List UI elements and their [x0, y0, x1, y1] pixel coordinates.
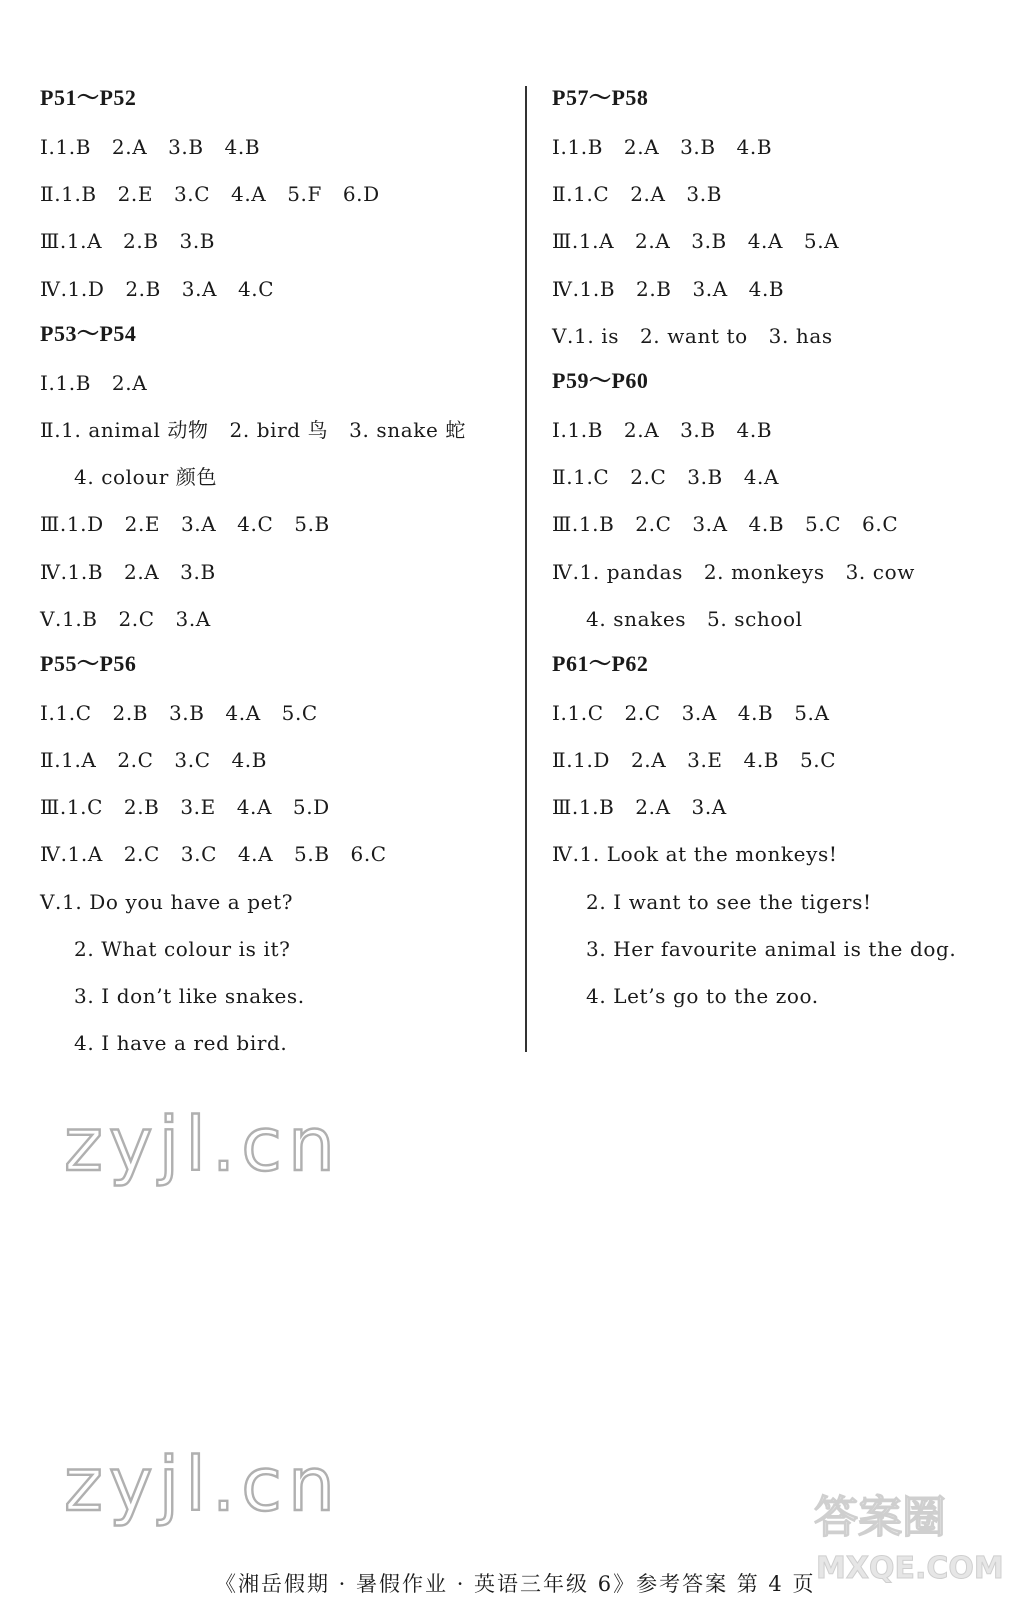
- answer-line: 4. colour 颜色: [74, 465, 218, 490]
- answer-line: 3. Her favourite animal is the dog.: [586, 936, 957, 961]
- answer-line: 4. I have a red bird.: [74, 1031, 288, 1056]
- answer-line: Ⅲ.1.B 2.C 3.A 4.B 5.C 6.C: [552, 512, 899, 537]
- answer-line: 4. Let’s go to the zoo.: [586, 984, 819, 1008]
- section-heading: P51～P52: [40, 85, 137, 110]
- answer-line: Ⅲ.1.A 2.B 3.B: [40, 229, 216, 254]
- answer-line: Ⅱ.1.C 2.A 3.B: [552, 182, 722, 207]
- answer-line: Ⅳ.1.B 2.B 3.A 4.B: [552, 276, 785, 301]
- answer-line: Ⅲ.1.A 2.A 3.B 4.A 5.A: [552, 229, 840, 254]
- answer-line: Ⅰ.1.C 2.C 3.A 4.B 5.A: [552, 700, 830, 725]
- answer-line: Ⅰ.1.B 2.A 3.B 4.B: [552, 417, 773, 442]
- answer-line: Ⅳ.1.D 2.B 3.A 4.C: [40, 276, 275, 301]
- section-heading: P53～P54: [40, 320, 137, 346]
- watermark-logo-bottom: [62, 1440, 352, 1530]
- answer-line: Ⅳ.1.B 2.A 3.B: [40, 559, 216, 584]
- answer-line: Ⅰ.1.B 2.A 3.B 4.B: [40, 135, 261, 159]
- answer-line: Ⅲ.1.C 2.B 3.E 4.A 5.D: [40, 795, 330, 820]
- column-divider: [525, 86, 527, 1052]
- answer-line: Ⅲ.1.B 2.A 3.A: [552, 795, 727, 820]
- answer-line: Ⅴ.1. Do you have a pet?: [40, 889, 294, 914]
- answer-line: Ⅴ.1.B 2.C 3.A: [40, 606, 211, 631]
- section-heading: P55～P56: [40, 650, 137, 676]
- answer-line: 2. I want to see the tigers!: [586, 889, 872, 914]
- answer-line: Ⅳ.1. pandas 2. monkeys 3. cow: [552, 559, 915, 584]
- watermark-text: zyjl.cn: [64, 1102, 341, 1188]
- answer-line: Ⅳ.1.A 2.C 3.C 4.A 5.B 6.C: [40, 842, 387, 867]
- answer-line: Ⅰ.1.B 2.A: [40, 370, 148, 395]
- answer-line: Ⅴ.1. is 2. want to 3. has: [552, 323, 833, 348]
- answer-line: Ⅱ.1.D 2.A 3.E 4.B 5.C: [552, 748, 837, 773]
- answer-line: 4. snakes 5. school: [586, 606, 803, 631]
- answer-line: Ⅱ.1. animal 动物 2. bird 鸟 3. snake 蛇: [40, 417, 466, 442]
- logo-top-text: 答案圈: [814, 1492, 946, 1543]
- answer-line: Ⅱ.1.A 2.C 3.C 4.B: [40, 748, 268, 773]
- answer-line: Ⅲ.1.D 2.E 3.A 4.C 5.B: [40, 512, 330, 537]
- answer-line: Ⅱ.1.B 2.E 3.C 4.A 5.F 6.D: [40, 182, 380, 207]
- page-footer: 《湘岳假期 · 暑假作业 · 英语三年级 6》参考答案 第 4 页: [215, 1572, 816, 1596]
- answer-line: 2. What colour is it?: [74, 936, 291, 961]
- answer-line: Ⅰ.1.C 2.B 3.B 4.A 5.C: [40, 700, 318, 725]
- section-heading: P61～P62: [552, 650, 649, 676]
- answer-line: Ⅰ.1.B 2.A 3.B 4.B: [552, 135, 773, 159]
- watermark-logo: [62, 1102, 342, 1188]
- right-column: [552, 80, 1012, 1023]
- left-column: [40, 80, 500, 1070]
- answer-line: Ⅱ.1.C 2.C 3.B 4.A: [552, 465, 780, 490]
- answer-line: 3. I don’t like snakes.: [74, 984, 305, 1008]
- section-heading: P57～P58: [552, 85, 649, 110]
- watermark-text-bottom: zyjl.cn: [64, 1442, 341, 1528]
- logo-bottom-text: MXQE.COM: [816, 1551, 1004, 1586]
- section-heading: P59～P60: [552, 367, 649, 393]
- answer-line: Ⅳ.1. Look at the monkeys!: [552, 842, 838, 867]
